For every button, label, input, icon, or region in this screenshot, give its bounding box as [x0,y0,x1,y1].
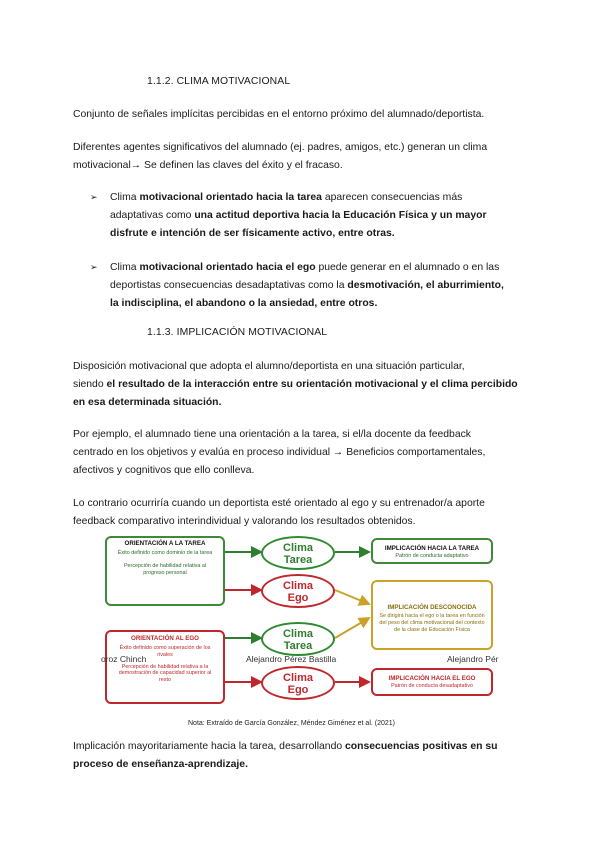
figure-note: Nota: Extraído de García González, Méndez Giménez et al. (2021) [188,720,395,727]
implicacion-tarea-box: IMPLICACIÓN HACIA LA TAREA Patrón de conducta adaptativo [371,538,493,564]
orientacion-ego-box: ORIENTACIÓN AL EGO Éxito definido como superación de los rivales Percepción de habilidad relativa a la demostración de capacidad superior al resto [105,630,225,704]
bullet-arrow-icon: ➢ [90,262,98,272]
bullet-clima-ego: Clima motivacional orientado hacia el ego puede generar en el alumnado o en las deportistas consecuencias desadaptativas como la desmotivación, el aburrimiento, la indisciplina, el abandono o la ansiedad, entre otros. [110,262,504,309]
paragraph-agents: Diferentes agentes significativos del alumnado (ej. padres, amigos, etc.) generan un clima motivacional→ Se definen las claves del éxito y el fracaso. [73,142,488,171]
clima-tarea-oval-1: Clima Tarea [261,536,335,570]
motivation-diagram [103,534,499,708]
implicacion-ego-box: IMPLICACIÓN HACIA EL EGO Patrón de conducta desadaptativo [371,668,493,696]
paragraph-ejemplo: Por ejemplo, el alumnado tiene una orientación a la tarea, si el/la docente da feedback centrado en los objetivos y evalúa en proceso individual → Beneficios comportamentales, afectivos y cognitivos que ello conlleva. [73,429,486,476]
arrow-to-impl-desconocida [335,590,369,604]
orientacion-tarea-box: ORIENTACIÓN A LA TAREA Éxito definido como dominio de la tarea Percepción de habilidad relativa al progreso personal [105,536,225,606]
implicacion-desconocida-box: IMPLICACIÓN DESCONOCIDA Se dirigirá hacia el ego o la tarea en función del peso del clima motivacional del contexto de la clase de Educación Física [371,580,493,650]
overlay-text-mid: Alejandro Pérez Bastilla [246,654,337,664]
arrow-to-impl-desconocida-2 [335,618,369,638]
clima-tarea-oval-2: Clima Tarea [261,622,335,656]
overlay-text-left: oroz Chinch [101,654,147,664]
clima-ego-oval-1: Clima Ego [261,574,335,608]
clima-ego-oval-2: Clima Ego [261,666,335,700]
heading-implicacion-motivacional: 1.1.3. IMPLICACIÓN MOTIVACIONAL [147,327,328,338]
heading-clima-motivacional: 1.1.2. CLIMA MOTIVACIONAL [147,76,291,87]
paragraph-contrario: Lo contrario ocurriría cuando un deportista esté orientado al ego y su entrenador/a aporte feedback comparativo interindividual y valorando los resultados obtenidos. [73,498,485,527]
bullet-arrow-icon: ➢ [90,192,98,202]
paragraph-definition: Conjunto de señales implícitas percibidas en el entorno próximo del alumnado/deportista. [73,109,485,120]
overlay-text-right: Alejandro Pér [447,654,499,664]
paragraph-conclusion: Implicación mayoritariamente hacia la tarea, desarrollando consecuencias positivas en su proceso de enseñanza-aprendizaje. [73,741,498,770]
paragraph-disposicion: Disposición motivacional que adopta el alumno/deportista en una situación particular, siendo el resultado de la interacción entre su orientación motivacional y el clima percibido en esa determinada situación. [73,361,518,408]
bullet-clima-tarea: Clima motivacional orientado hacia la tarea aparecen consecuencias más adaptativas como una actitud deportiva hacia la Educación Física y un mayor disfrute e intención de ser físicamente activo, entre otras. [110,192,487,239]
